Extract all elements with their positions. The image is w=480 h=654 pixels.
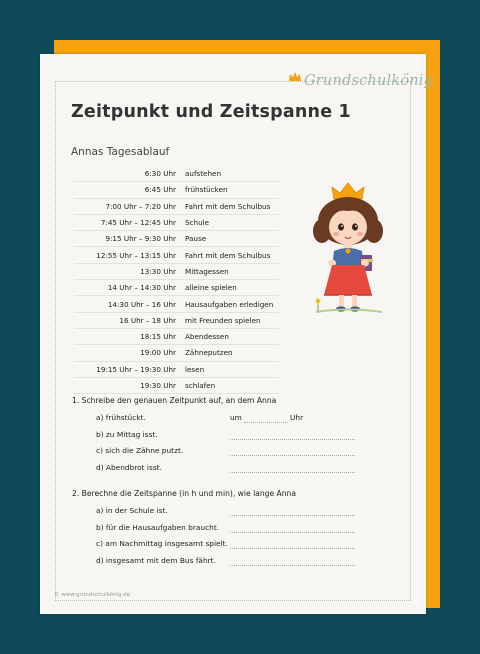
task1-item-d-label: d) Abendbrot isst. [96,462,162,472]
schedule-row [74,378,279,394]
schedule-activity: Fahrt mit dem Schulbus [185,250,271,260]
schedule-activity: Zähneputzen [185,348,233,358]
schedule-time: 19:15 Uhr – 19:30 Uhr [96,364,176,374]
task1-question: 1. Schreibe den genauen Zeitpunkt auf, an dem Anna [72,396,277,405]
schedule-table [74,166,279,394]
task2-item-d [72,554,402,571]
schedule-row [74,313,279,329]
schedule-time: 19:00 Uhr [140,348,176,358]
schedule-activity: Fahrt mit dem Schulbus [185,201,271,211]
schedule-time: 18:15 Uhr [140,332,176,342]
schedule-time: 7:00 Uhr – 7:20 Uhr [105,201,176,211]
task1-item-d [72,461,402,478]
schedule-time: 6:45 Uhr [144,185,176,195]
task2-item-c-label: c) am Nachmittag insgesamt spielt. [96,539,228,548]
task2-item-d-label: d) insgesamt mit dem Bus fährt. [96,555,216,565]
task1-item-c-label: c) sich die Zähne putzt. [96,446,184,455]
schedule-time: 9:15 Uhr – 9:30 Uhr [105,234,176,244]
schedule-activity: Mittagessen [185,266,229,276]
uhr-label: Uhr [290,413,304,422]
task1-item-b [72,428,402,445]
schedule-row [74,199,279,215]
schedule-row [74,182,279,198]
logo-text: Grundschulkönig [304,73,434,89]
schedule-activity: aufstehen [185,169,222,179]
task1-item-b-label: b) zu Mittag isst. [96,429,158,439]
task2-item-c [72,537,402,554]
task2-item-b-label: b) für die Hausaufgaben braucht. [96,522,220,532]
schedule-heading: Annas Tagesablauf [71,146,170,158]
schedule-activity: alleine spielen [185,283,237,293]
answer-line[interactable] [230,455,355,456]
task2-item-a [72,504,402,521]
schedule-activity: Hausaufgaben erledigen [185,299,274,309]
answer-line[interactable] [230,472,355,473]
answer-line[interactable] [230,532,355,533]
logo [288,70,433,92]
schedule-row [74,166,279,182]
schedule-row [74,247,279,263]
um-label: um [230,413,242,422]
schedule-row [74,362,279,378]
schedule-row [74,296,279,312]
schedule-time: 7:45 Uhr – 12:45 Uhr [100,218,176,228]
schedule-activity: Schule [185,218,210,228]
page-title: Zeitpunkt und Zeitspanne 1 [71,102,351,122]
schedule-activity: lesen [185,364,205,374]
worksheet-page [40,54,434,614]
crown-logo-icon [288,71,302,83]
schedule-row [74,280,279,296]
schedule-row [74,345,279,361]
schedule-activity: schlafen [185,381,216,390]
schedule-activity: mit Freunden spielen [185,315,261,325]
schedule-row [74,231,279,247]
task2-item-b [72,521,402,538]
schedule-time: 19:30 Uhr [140,381,176,390]
schedule-row [74,329,279,345]
task1-item-a [72,411,402,428]
schedule-time: 6:30 Uhr [144,169,176,179]
answer-line[interactable] [230,515,355,516]
schedule-time: 14:30 Uhr – 16 Uhr [107,299,176,309]
schedule-activity: Abendessen [185,332,229,342]
answer-line[interactable] [230,439,355,440]
schedule-row [74,215,279,231]
schedule-activity: Pause [185,234,207,244]
task2-question: 2. Berechne die Zeitspanne (in h und min), wie lange Anna [72,489,297,498]
task1-item-c [72,444,402,461]
footer-copyright: © www.grundschulkönig.de [54,592,131,598]
answer-line[interactable] [230,548,355,549]
schedule-time: 14 Uhr – 14:30 Uhr [107,283,176,293]
schedule-time: 13:30 Uhr [140,266,176,276]
task2-item-a-label: a) in der Schule ist. [96,506,168,515]
schedule-activity: frühstücken [185,185,228,195]
schedule-row [74,264,279,280]
schedule-time: 16 Uhr – 18 Uhr [119,315,176,325]
tasks-section [72,396,402,570]
schedule-time: 12:55 Uhr – 13:15 Uhr [96,250,176,260]
girl-with-crown-illustration [308,179,388,315]
task1-item-a-label: a) frühstückt. [96,413,146,422]
answer-line[interactable] [244,422,288,423]
answer-line[interactable] [230,565,355,566]
